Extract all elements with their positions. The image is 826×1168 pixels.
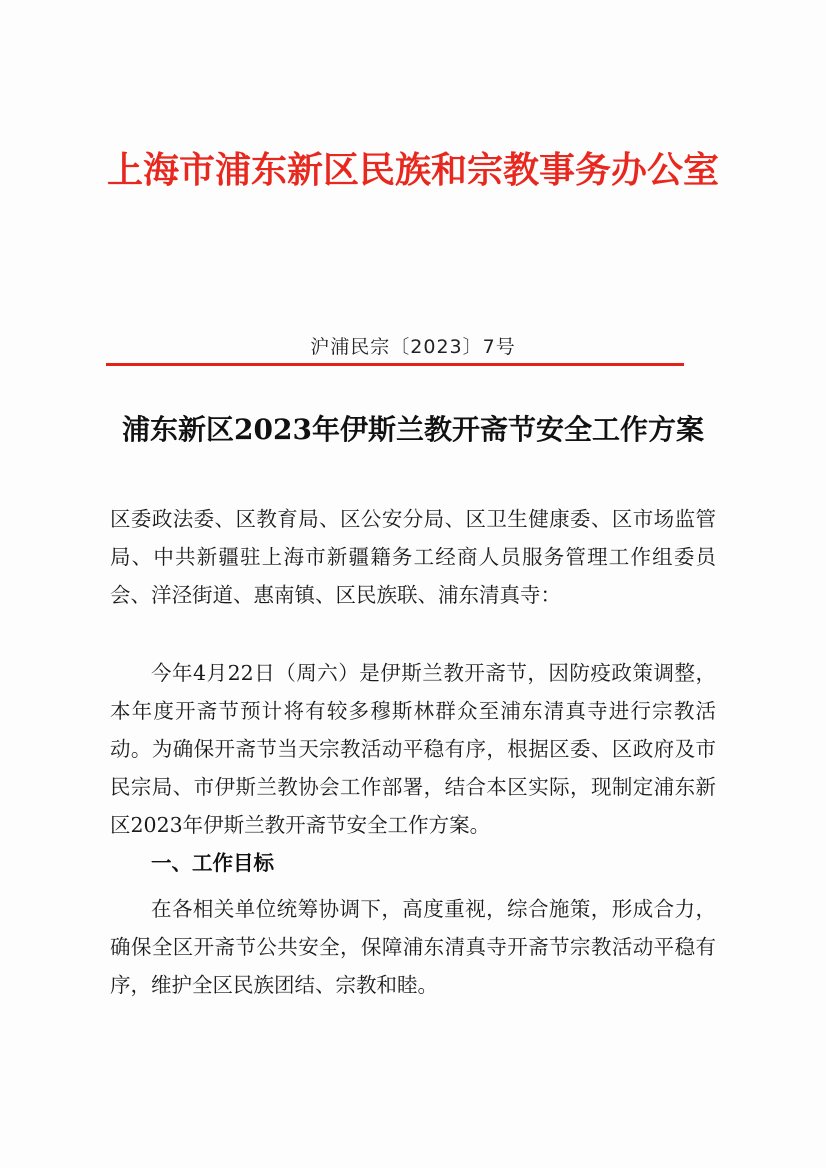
intro-paragraph: 今年4月22日（周六）是伊斯兰教开斋节，因防疫政策调整，本年度开斋节预计将有较多穆斯林群众至浦东清真寺进行宗教活动。为确保开斋节当天宗教活动平稳有序，根据区委、区政府及市民宗局、市伊斯兰教协会工作部署，结合本区实际，现制定浦东新区2023年伊斯兰教开斋节安全工作方案。 <box>110 661 716 837</box>
section-text-goals: 在各相关单位统筹协调下，高度重视，综合施策，形成合力，确保全区开斋节公共安全，保障浦东清真寺开斋节宗教活动平稳有序，维护全区民族团结、宗教和睦。 <box>110 897 716 997</box>
document-number: 沪浦民宗〔2023〕7号 <box>310 336 516 358</box>
issuing-organization-header: 上海市浦东新区民族和宗教事务办公室 <box>106 149 719 191</box>
document-title: 浦东新区2023年伊斯兰教开斋节安全工作方案 <box>122 413 704 446</box>
recipients-list: 区委政法委、区教育局、区公安分局、区卫生健康委、区市场监管局、中共新疆驻上海市新疆籍务工经商人员服务管理工作组委员会、洋泾街道、惠南镇、区民族联、浦东清真寺： <box>110 507 716 607</box>
section-heading-goals: 一、工作目标 <box>151 851 274 875</box>
red-separator-line <box>106 363 684 366</box>
